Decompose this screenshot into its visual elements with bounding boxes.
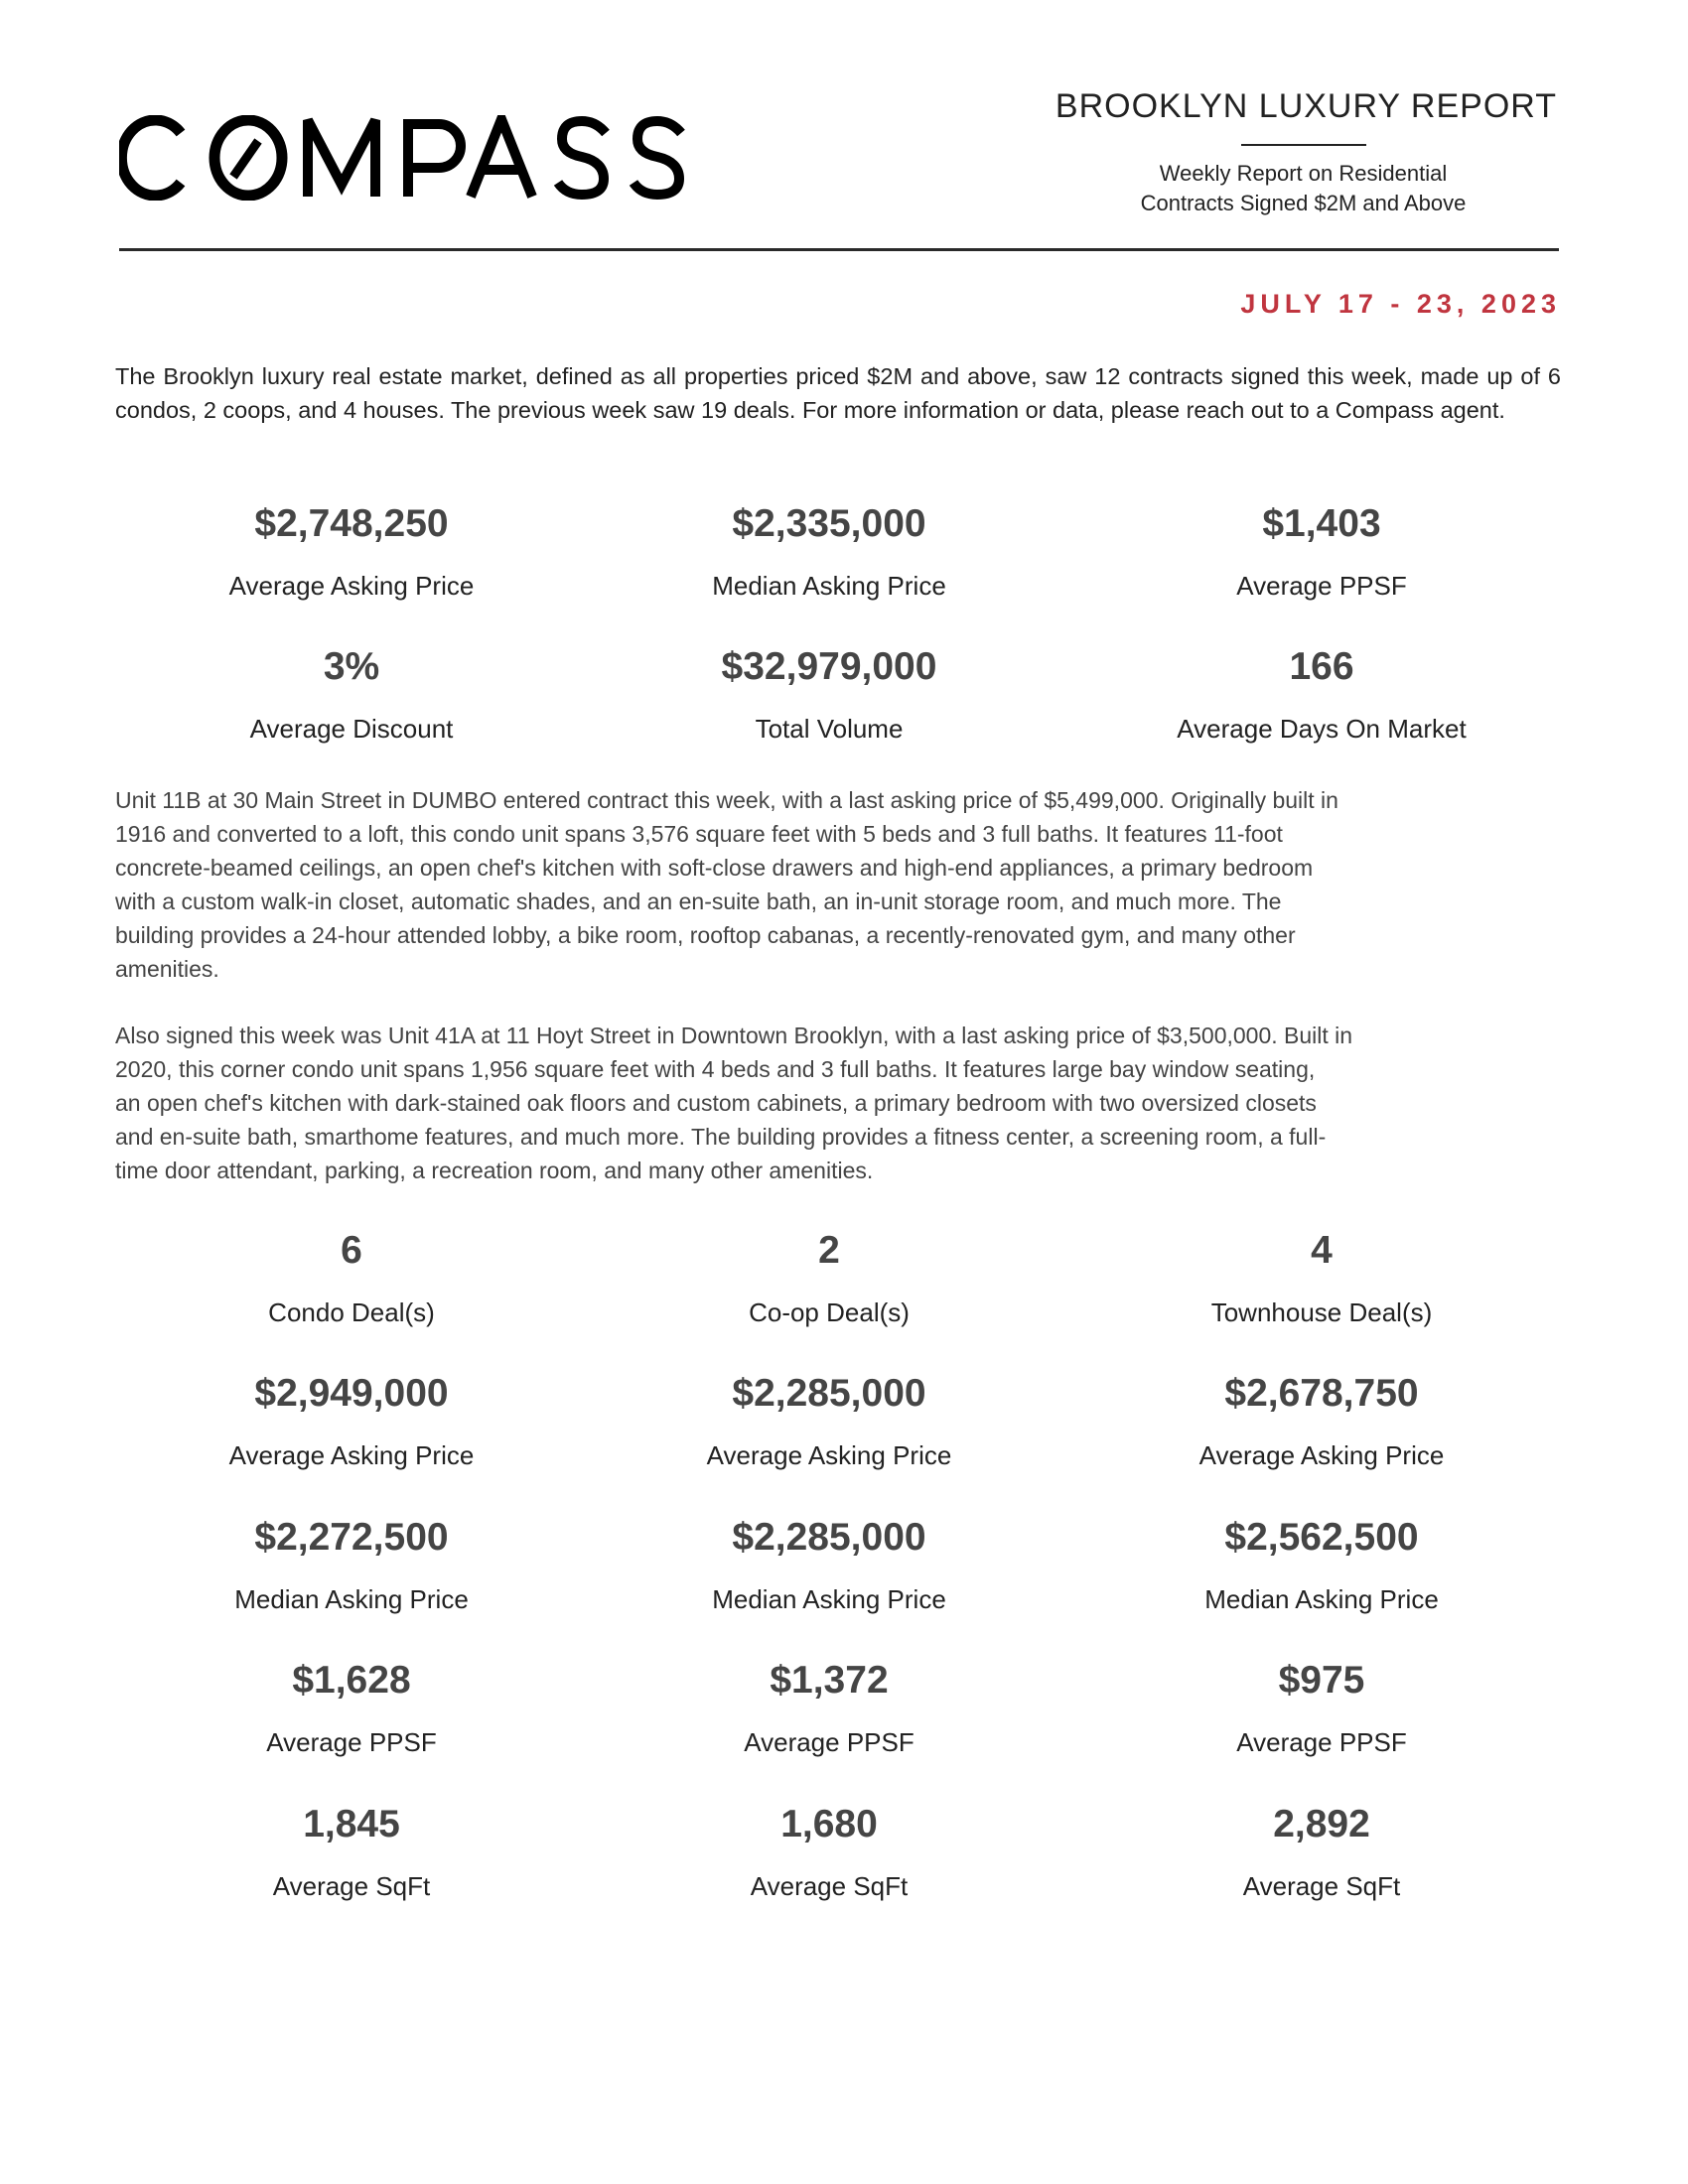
- stat-value: $2,678,750: [1224, 1372, 1419, 1415]
- stat-value: 6: [341, 1229, 362, 1272]
- townhouse-average-sqft: [1093, 1802, 1550, 1903]
- stat-label: Average PPSF: [266, 1727, 437, 1757]
- paragraph-line: Unit 11B at 30 Main Street in DUMBO entered contract this week, with a last asking price of $5,499,000. Originally built in: [115, 787, 1338, 813]
- title-divider: [1241, 144, 1366, 146]
- stat-label: Average Discount: [249, 714, 454, 744]
- paragraph-line: Also signed this week was Unit 41A at 11 Hoyt Street in Downtown Brooklyn, with a last asking price of $3,500,000. Built in: [115, 1023, 1353, 1048]
- stat-average-ppsf: [1093, 501, 1550, 603]
- stat-label: Townhouse Deal(s): [1210, 1297, 1433, 1327]
- stat-value: 2: [818, 1229, 840, 1272]
- stat-value: $2,562,500: [1224, 1516, 1419, 1559]
- stat-label: Average SqFt: [1242, 1871, 1401, 1901]
- condo-average-sqft: [123, 1802, 580, 1903]
- stat-value: $1,628: [292, 1659, 411, 1702]
- paragraph-line: concrete-beamed ceilings, an open chef's kitchen with soft-close drawers and high-end appliances, a primary bedroom: [115, 855, 1314, 881]
- stat-value: 4: [1311, 1229, 1333, 1272]
- stat-value: $32,979,000: [721, 645, 937, 688]
- intro-paragraph: The Brooklyn luxury real estate market, defined as all properties priced $2M and above, saw 12 contracts signed this week, made up of 6 condos, 2 coops, and 4 houses. The previous week saw 19 deals. For more information or data, please reach out to a Compass agent.: [115, 363, 1561, 423]
- stat-label: Median Asking Price: [1204, 1584, 1439, 1614]
- stat-value: $2,285,000: [732, 1372, 926, 1415]
- stat-label: Average SqFt: [750, 1871, 909, 1901]
- subtitle-line: Contracts Signed $2M and Above: [1140, 191, 1467, 215]
- stat-label: Median Asking Price: [712, 1584, 946, 1614]
- condo-average-ppsf: [123, 1658, 580, 1759]
- paragraph-line: with a custom walk-in closet, automatic shades, and an en-suite bath, an in-unit storage room, and much more. The: [115, 888, 1282, 914]
- stat-label: Average PPSF: [744, 1727, 914, 1757]
- coop-deals: [601, 1228, 1057, 1329]
- stat-value: $2,748,250: [254, 502, 449, 545]
- stat-value: $1,403: [1262, 502, 1381, 545]
- condo-deals: [123, 1228, 580, 1329]
- stat-label: Average Asking Price: [228, 571, 475, 601]
- stat-label: Average Asking Price: [1198, 1440, 1445, 1470]
- paragraph-line: building provides a 24-hour attended lobby, a bike room, rooftop cabanas, a recently-renovated gym, and many other: [115, 922, 1296, 948]
- townhouse-deals: [1093, 1228, 1550, 1329]
- paragraph-line: amenities.: [115, 956, 219, 982]
- condo-average-asking-price: [123, 1371, 580, 1472]
- stat-total-volume: [601, 644, 1057, 746]
- paragraph-line: an open chef's kitchen with dark-stained oak floors and custom cabinets, a primary bedroom with two oversized closets: [115, 1090, 1317, 1116]
- stat-average-asking-price: [123, 501, 580, 603]
- stat-median-asking-price: [601, 501, 1057, 603]
- subtitle-line: Weekly Report on Residential: [1159, 161, 1448, 186]
- coop-average-sqft: [601, 1802, 1057, 1903]
- report-title: BROOKLYN LUXURY REPORT: [1055, 87, 1557, 125]
- stat-value: $2,949,000: [254, 1372, 449, 1415]
- date-range: JULY 17 - 23, 2023: [1240, 289, 1561, 319]
- highlight-paragraph-dumbo: [115, 783, 1575, 986]
- stat-value: $1,372: [770, 1659, 889, 1702]
- paragraph-line: 1916 and converted to a loft, this condo unit spans 3,576 square feet with 5 beds and 3 full baths. It features 11-foot: [115, 821, 1283, 847]
- stat-label: Condo Deal(s): [268, 1297, 435, 1327]
- paragraph-line: time door attendant, parking, a recreation room, and many other amenities.: [115, 1158, 874, 1183]
- stat-label: Average Asking Price: [228, 1440, 475, 1470]
- coop-median-asking-price: [601, 1515, 1057, 1616]
- stat-value: 3%: [323, 645, 380, 688]
- stat-average-days-on-market: [1093, 644, 1550, 746]
- stat-value: 2,892: [1273, 1803, 1370, 1845]
- stat-value: 166: [1289, 645, 1354, 688]
- highlight-paragraph-hoyt: [115, 1019, 1575, 1187]
- stat-label: Co-op Deal(s): [749, 1297, 910, 1327]
- stat-value: 1,680: [780, 1803, 878, 1845]
- stat-label: Average Asking Price: [706, 1440, 952, 1470]
- condo-median-asking-price: [123, 1515, 580, 1616]
- coop-average-ppsf: [601, 1658, 1057, 1759]
- coop-average-asking-price: [601, 1371, 1057, 1472]
- stat-value: 1,845: [303, 1803, 400, 1845]
- stat-value: $2,335,000: [732, 502, 926, 545]
- report-subtitle: [1043, 159, 1564, 218]
- townhouse-average-asking-price: [1093, 1371, 1550, 1472]
- paragraph-line: 2020, this corner condo unit spans 1,956 square feet with 4 beds and 3 full baths. It features large bay window seating,: [115, 1056, 1316, 1082]
- compass-logo-icon: [119, 115, 735, 201]
- stat-label: Median Asking Price: [234, 1584, 469, 1614]
- stat-label: Average PPSF: [1236, 571, 1407, 601]
- stat-average-discount: [123, 644, 580, 746]
- compass-logo: [119, 115, 735, 201]
- stat-label: Total Volume: [755, 714, 904, 744]
- stat-value: $2,285,000: [732, 1516, 926, 1559]
- stat-label: Median Asking Price: [712, 571, 946, 601]
- stat-label: Average PPSF: [1236, 1727, 1407, 1757]
- stat-label: Average SqFt: [272, 1871, 431, 1901]
- townhouse-median-asking-price: [1093, 1515, 1550, 1616]
- townhouse-average-ppsf: [1093, 1658, 1550, 1759]
- stat-value: $975: [1278, 1659, 1365, 1702]
- stat-label: Average Days On Market: [1177, 714, 1467, 744]
- paragraph-line: and en-suite bath, smarthome features, and much more. The building provides a fitness center, a screening room, a full-: [115, 1124, 1327, 1150]
- stat-value: $2,272,500: [254, 1516, 449, 1559]
- header-divider: [119, 248, 1559, 251]
